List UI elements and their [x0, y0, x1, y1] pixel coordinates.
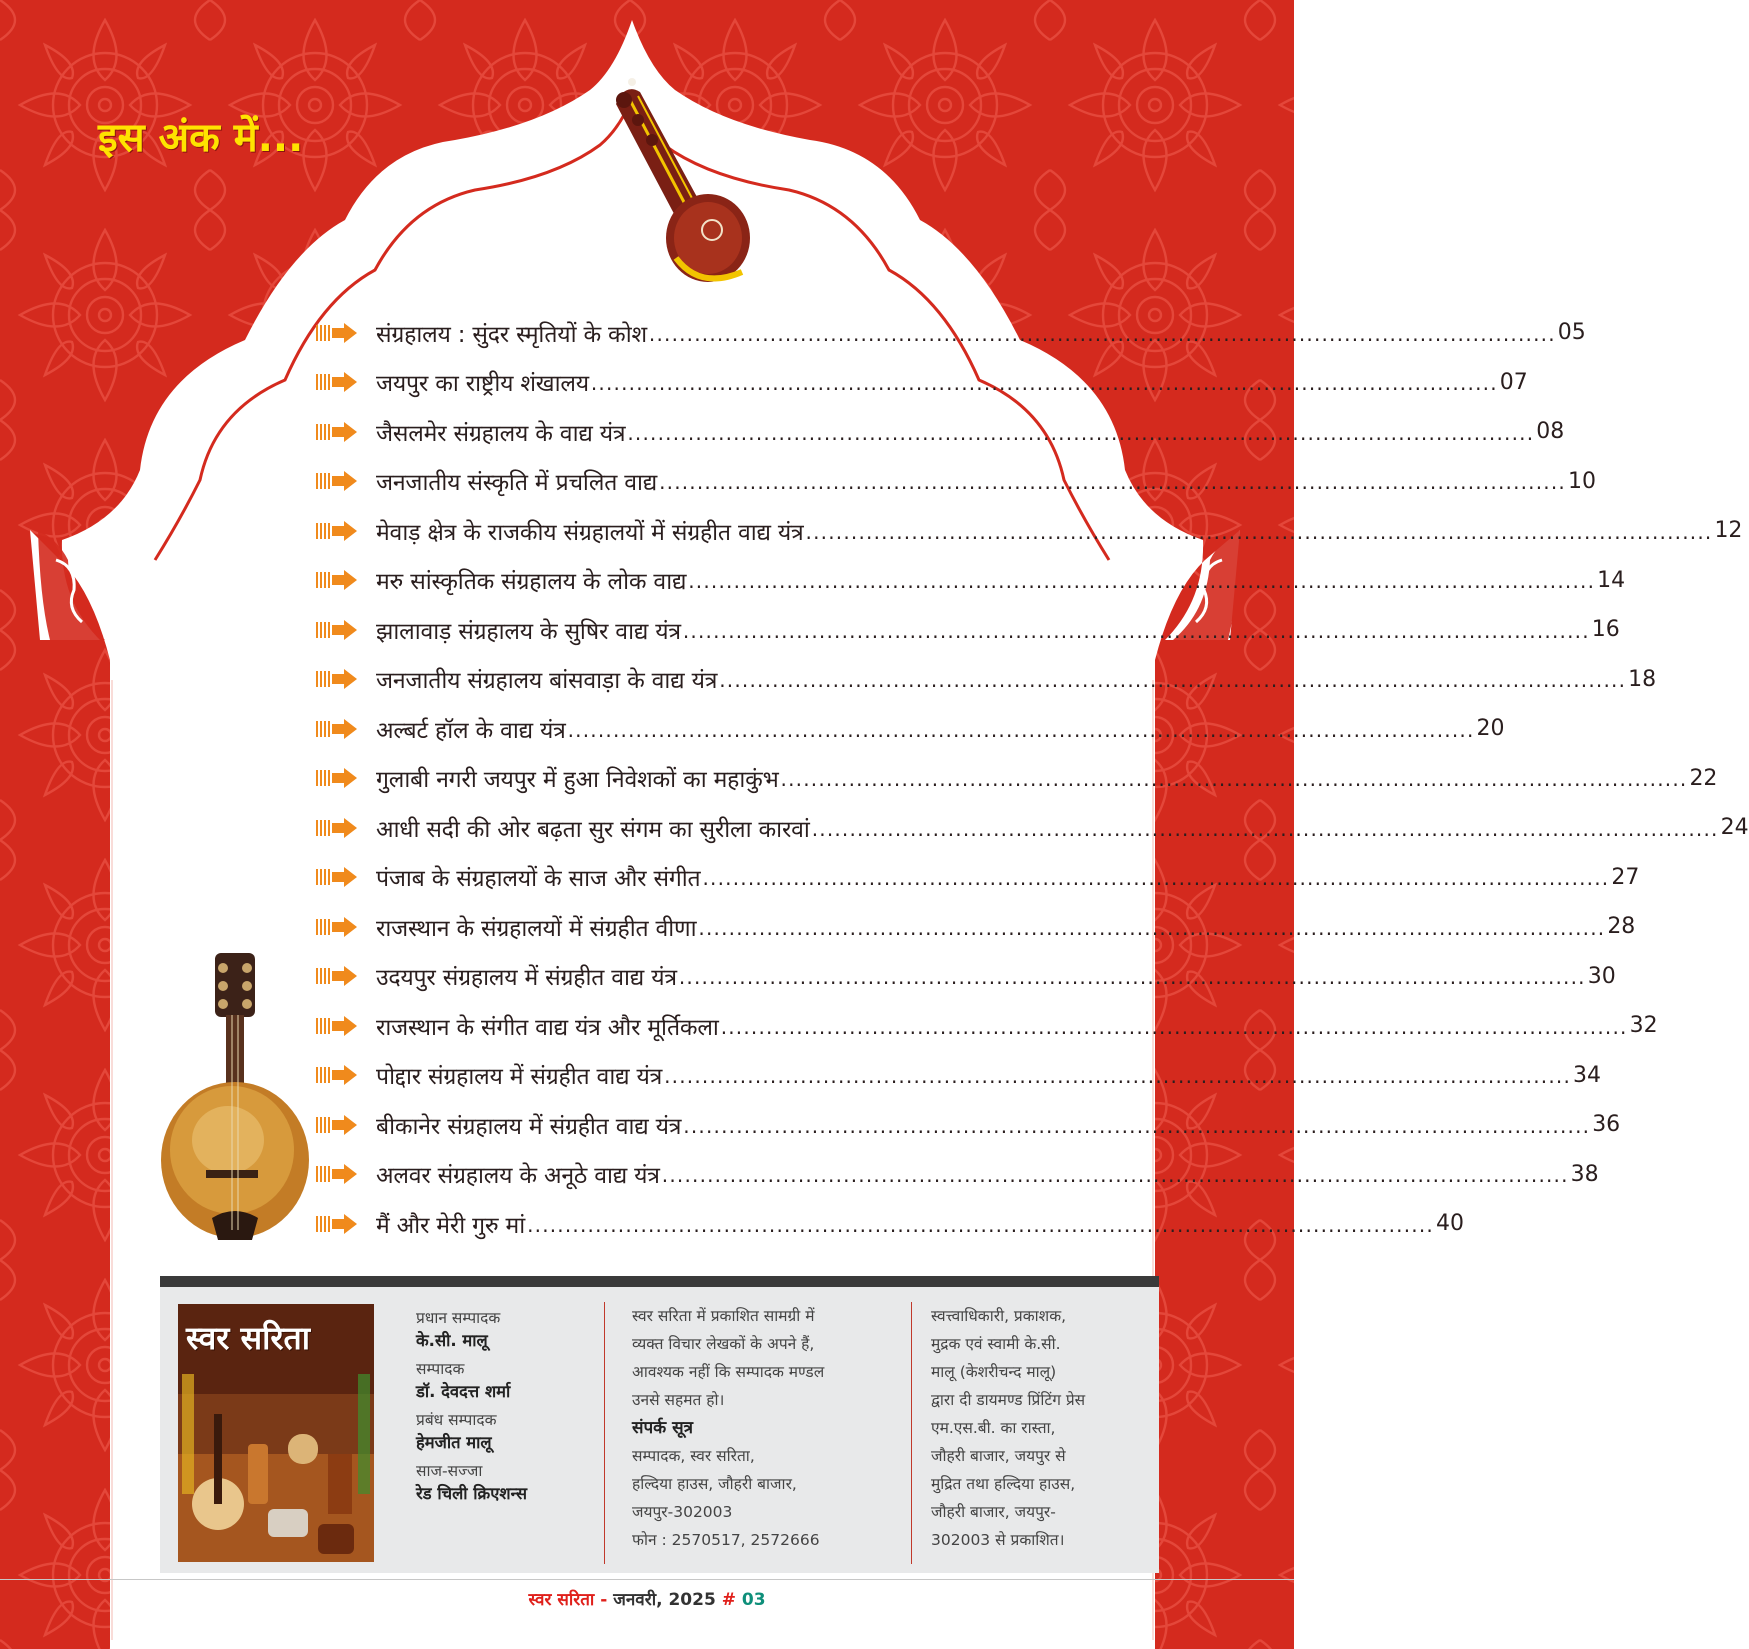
- striped-arrow-icon: [316, 1015, 358, 1037]
- issue-contents-heading: इस अंक में...: [98, 115, 304, 161]
- toc-dot-leader: ........................................................................................................................: [698, 915, 1606, 940]
- striped-arrow-icon: [316, 322, 358, 344]
- toc-entry-page: 24: [1720, 815, 1749, 841]
- editor-name: के.सी. मालू: [416, 1331, 488, 1350]
- toc-entry-title: पंजाब के संग्रहालयों के साज और संगीत: [376, 866, 701, 893]
- toc-entry-page: 05: [1557, 320, 1586, 346]
- toc-entry[interactable]: [316, 754, 1718, 804]
- toc-entry-title: संग्रहालय : सुंदर स्मृतियों के कोश: [376, 321, 647, 348]
- table-of-contents: [316, 308, 1749, 1249]
- toc-dot-leader: ........................................................................................................................: [648, 321, 1556, 346]
- toc-entry-page: 38: [1570, 1161, 1599, 1187]
- toc-dot-leader: ........................................................................................................................: [780, 767, 1688, 792]
- publisher-line: द्वारा दी डायमण्ड प्रिंटिंग प्रेस: [931, 1391, 1086, 1409]
- toc-entry-title: उदयपुर संग्रहालय में संग्रहीत वाद्य यंत्र: [376, 965, 677, 992]
- toc-entry-title: मेवाड़ क्षेत्र के राजकीय संग्रहालयों में संग्रहीत वाद्य यंत्र: [376, 519, 804, 546]
- toc-entry[interactable]: [316, 952, 1616, 1002]
- footer-hash: #: [721, 1590, 736, 1610]
- toc-dot-leader: ........................................................................................................................: [678, 965, 1586, 990]
- toc-entry-title: राजस्थान के संग्रहालयों में संग्रहीत वीणा: [376, 915, 697, 942]
- editorial-team: [416, 1302, 596, 1506]
- toc-dot-leader: ........................................................................................................................: [719, 668, 1627, 693]
- footer-rule: [0, 1579, 1294, 1580]
- toc-dot-leader: ........................................................................................................................: [720, 1014, 1628, 1039]
- striped-arrow-icon: [316, 767, 358, 789]
- striped-arrow-icon: [316, 619, 358, 641]
- contact-line: सम्पादक, स्वर सरिता,: [632, 1447, 755, 1465]
- disclaimer-line: स्वर सरिता में प्रकाशित सामग्री में: [632, 1307, 815, 1325]
- footer-page-number: 03: [741, 1590, 766, 1610]
- toc-entry-title: अलवर संग्रहालय के अनूठे वाद्य यंत्र: [376, 1163, 660, 1190]
- toc-entry-title: जनजातीय संस्कृति में प्रचलित वाद्य: [376, 470, 658, 497]
- toc-entry-page: 16: [1591, 617, 1620, 643]
- contact-line: जयपुर-302003: [632, 1503, 733, 1521]
- publisher-line: 302003 से प्रकाशित।: [931, 1531, 1065, 1549]
- striped-arrow-icon: [316, 965, 358, 987]
- publisher-line: एम.एस.बी. का रास्ता,: [931, 1419, 1056, 1437]
- striped-arrow-icon: [316, 371, 358, 393]
- contact-line: फोन : 2570517, 2572666: [632, 1531, 820, 1549]
- editor-name: हेमजीत मालू: [416, 1433, 492, 1452]
- toc-entry-page: 40: [1435, 1211, 1464, 1237]
- credits-divider: [911, 1302, 912, 1564]
- editor-role: प्रबंध सम्पादक: [416, 1411, 497, 1429]
- contact-line: हल्दिया हाउस, जौहरी बाजार,: [632, 1475, 797, 1493]
- toc-entry[interactable]: [316, 1199, 1464, 1249]
- contact-heading: संपर्क सूत्र: [632, 1418, 693, 1438]
- toc-entry-title: गुलाबी नगरी जयपुर में हुआ निवेशकों का महाकुंभ: [376, 767, 779, 794]
- striped-arrow-icon: [316, 470, 358, 492]
- publisher-line: जौहरी बाजार, जयपुर से: [931, 1447, 1066, 1465]
- credits-top-rule: [160, 1276, 1159, 1287]
- disclaimer-line: आवश्यक नहीं कि सम्पादक मण्डल: [632, 1363, 825, 1381]
- toc-entry-title: राजस्थान के संगीत वाद्य यंत्र और मूर्तिकला: [376, 1014, 719, 1041]
- striped-arrow-icon: [316, 569, 358, 591]
- toc-dot-leader: ........................................................................................................................: [659, 470, 1566, 495]
- toc-dot-leader: ........................................................................................................................: [661, 1163, 1569, 1188]
- toc-entry-page: 22: [1689, 765, 1718, 791]
- toc-entry[interactable]: [316, 407, 1565, 457]
- toc-entry-page: 32: [1629, 1013, 1658, 1039]
- toc-dot-leader: ........................................................................................................................: [627, 420, 1535, 445]
- toc-entry-page: 07: [1499, 369, 1528, 395]
- publisher-statement: [931, 1302, 1156, 1554]
- toc-entry-page: 10: [1567, 468, 1596, 494]
- toc-entry-title: मरु सांस्कृतिक संग्रहालय के लोक वाद्य: [376, 569, 687, 596]
- footer-issue-date: जनवरी, 2025: [613, 1590, 716, 1610]
- toc-entry-title: जैसलमेर संग्रहालय के वाद्य यंत्र: [376, 420, 626, 447]
- toc-entry-title: मैं और मेरी गुरु मां: [376, 1212, 526, 1239]
- striped-arrow-icon: [316, 1213, 358, 1235]
- striped-arrow-icon: [316, 1163, 358, 1185]
- striped-arrow-icon: [316, 668, 358, 690]
- toc-dot-leader: ........................................................................................................................: [811, 816, 1719, 841]
- toc-entry[interactable]: [316, 1051, 1602, 1101]
- editor-role: प्रधान सम्पादक: [416, 1309, 501, 1327]
- toc-entry[interactable]: [316, 506, 1743, 556]
- toc-dot-leader: ........................................................................................................................: [590, 371, 1498, 396]
- toc-entry[interactable]: [316, 308, 1586, 358]
- editor-role: सम्पादक: [416, 1360, 465, 1378]
- disclaimer-line: व्यक्त विचार लेखकों के अपने हैं,: [632, 1335, 815, 1353]
- toc-entry[interactable]: [316, 358, 1528, 408]
- toc-dot-leader: ........................................................................................................................: [664, 1064, 1572, 1089]
- toc-entry-title: पोद्दार संग्रहालय में संग्रहीत वाद्य यंत्र: [376, 1064, 663, 1091]
- publisher-line: मुद्रित तथा हल्दिया हाउस,: [931, 1475, 1076, 1493]
- publisher-line: स्वत्त्वाधिकारी, प्रकाशक,: [931, 1307, 1067, 1325]
- toc-dot-leader: ........................................................................................................................: [527, 1212, 1434, 1237]
- toc-dot-leader: ........................................................................................................................: [702, 866, 1610, 891]
- editor-name: डॉ. देवदत्त शर्मा: [416, 1382, 511, 1401]
- striped-arrow-icon: [316, 1064, 358, 1086]
- toc-entry-page: 34: [1573, 1062, 1602, 1088]
- toc-entry-page: 36: [1592, 1112, 1621, 1138]
- toc-entry[interactable]: [316, 902, 1636, 952]
- toc-entry-page: 28: [1607, 914, 1636, 940]
- toc-entry-title: आधी सदी की ओर बढ़ता सुर संगम का सुरीला कारवां: [376, 816, 810, 843]
- toc-dot-leader: ........................................................................................................................: [805, 519, 1713, 544]
- toc-entry-title: झालावाड़ संग्रहालय के सुषिर वाद्य यंत्र: [376, 618, 681, 645]
- striped-arrow-icon: [316, 866, 358, 888]
- striped-arrow-icon: [316, 718, 358, 740]
- disclaimer-line: उनसे सहमत हो।: [632, 1391, 725, 1409]
- toc-entry-title: अल्बर्ट हॉल के वाद्य यंत्र: [376, 717, 566, 744]
- editor-name: रेड चिली क्रिएशन्स: [416, 1484, 528, 1503]
- toc-entry-page: 30: [1587, 963, 1616, 989]
- publisher-line: जौहरी बाजार, जयपुर-: [931, 1503, 1056, 1521]
- toc-entry-page: 14: [1597, 567, 1626, 593]
- toc-entry[interactable]: [316, 556, 1626, 606]
- toc-entry[interactable]: [316, 1150, 1599, 1200]
- publisher-line: मुद्रक एवं स्वामी के.सी.: [931, 1335, 1061, 1353]
- toc-entry[interactable]: [316, 457, 1596, 507]
- striped-arrow-icon: [316, 817, 358, 839]
- toc-entry-title: जनजातीय संग्रहालय बांसवाड़ा के वाद्य यंत्र: [376, 668, 718, 695]
- toc-entry[interactable]: [316, 605, 1620, 655]
- toc-entry[interactable]: [316, 803, 1749, 853]
- toc-dot-leader: ........................................................................................................................: [567, 717, 1475, 742]
- toc-entry[interactable]: [316, 1100, 1621, 1150]
- toc-dot-leader: ........................................................................................................................: [688, 569, 1596, 594]
- cover-title: स्वर सरिता: [186, 1319, 311, 1357]
- credits-divider: [604, 1302, 605, 1564]
- toc-entry[interactable]: [316, 655, 1657, 705]
- toc-entry-page: 08: [1536, 419, 1565, 445]
- magazine-cover-thumbnail: [178, 1304, 374, 1562]
- toc-dot-leader: ........................................................................................................................: [683, 1113, 1591, 1138]
- toc-entry[interactable]: [316, 1001, 1658, 1051]
- toc-entry-title: बीकानेर संग्रहालय में संग्रहीत वाद्य यंत्र: [376, 1113, 682, 1140]
- toc-entry-page: 20: [1476, 716, 1505, 742]
- toc-entry[interactable]: [316, 853, 1640, 903]
- toc-entry-page: 27: [1611, 864, 1640, 890]
- publisher-line: मालू (केशरीचन्द मालू): [931, 1363, 1057, 1381]
- disclaimer-and-contact: [632, 1302, 894, 1554]
- striped-arrow-icon: [316, 1114, 358, 1136]
- striped-arrow-icon: [316, 421, 358, 443]
- toc-entry-page: 18: [1628, 666, 1657, 692]
- editor-role: साज-सज्जा: [416, 1462, 483, 1480]
- toc-entry-title: जयपुर का राष्ट्रीय शंखालय: [376, 371, 589, 398]
- toc-entry-page: 12: [1714, 518, 1743, 544]
- striped-arrow-icon: [316, 916, 358, 938]
- footer-separator: -: [600, 1590, 608, 1610]
- toc-entry[interactable]: [316, 704, 1505, 754]
- striped-arrow-icon: [316, 520, 358, 542]
- footer-magazine-name: स्वर सरिता: [528, 1590, 595, 1610]
- toc-dot-leader: ........................................................................................................................: [682, 618, 1590, 643]
- page-footer: [0, 1587, 1294, 1610]
